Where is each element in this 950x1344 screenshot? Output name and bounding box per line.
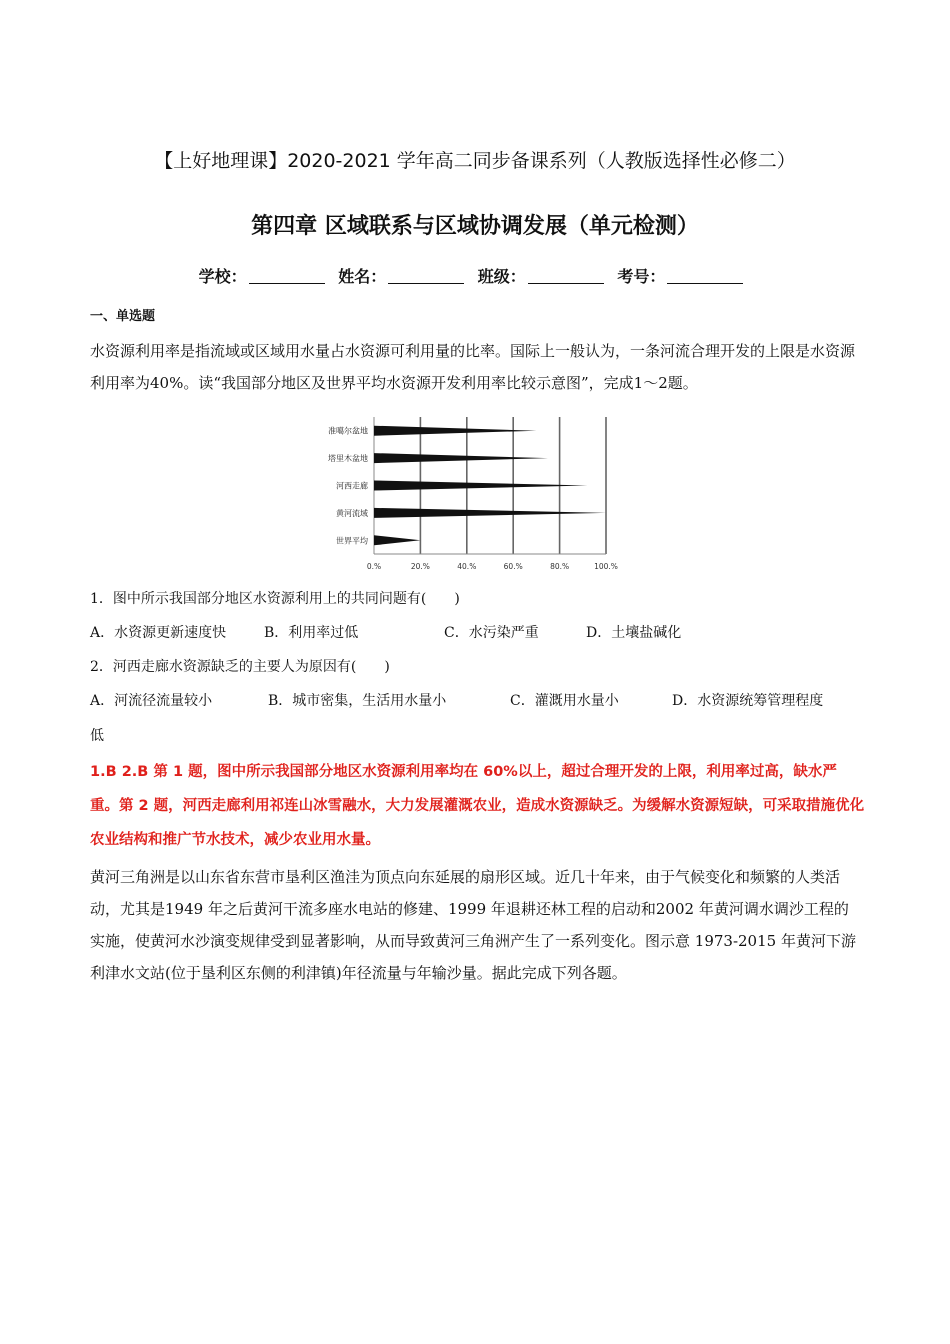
q2-option-a: A．河流径流量较小 [90, 693, 213, 709]
section-heading: 一、单选题 [90, 309, 156, 324]
question-2-stem: 2．河西走廊水资源缺乏的主要人为原因有( ) [90, 659, 390, 675]
category-label: 准噶尔盆地 [328, 426, 368, 436]
school-label: 学校： [198, 267, 247, 286]
bar-5 [374, 535, 420, 545]
student-info-line [0, 264, 950, 287]
answer-explanation: 1.B 2.B 第 1 题，图中所示我国部分地区水资源利用率均在 60%以上，超过合理开发的上限，利用率过高，缺水严重。第 2 题，河西走廊利用祁连山冰雪融水，大力发展灌溉农业，造成水资源缺乏。为缓解水资源短缺，可采取措施优化农业结构和推广节水技术，减少农业用水量。 [90, 764, 865, 848]
q1-option-b: B．利用率过低 [264, 625, 359, 641]
x-tick-label: 60.% [503, 562, 523, 571]
x-tick-label: 0.% [366, 562, 382, 571]
bar-2 [374, 453, 548, 463]
q1-option-d: D．土壤盐碱化 [586, 625, 682, 641]
chart-tick-labels [367, 562, 618, 571]
question-2-continuation: 低 [90, 728, 104, 744]
chart-bars [374, 426, 606, 546]
exam-number-blank [667, 269, 743, 284]
q1-option-c: C．水污染严重 [444, 625, 539, 641]
bar-3 [374, 481, 587, 491]
class-label: 班级： [477, 267, 526, 286]
school-blank [249, 269, 325, 284]
water-utilization-bar-chart [308, 413, 638, 575]
q2-option-d: D．水资源统筹管理程度 [672, 693, 824, 709]
series-title: 【上好地理课】2020-2021 学年高二同步备课系列（人教版选择性必修二） [154, 150, 796, 172]
x-tick-label: 100.% [594, 562, 618, 571]
x-tick-label: 20.% [410, 562, 430, 571]
category-label: 黄河流域 [336, 508, 368, 518]
q2-option-b: B．城市密集，生活用水量小 [268, 693, 447, 709]
category-label: 河西走廊 [336, 481, 368, 491]
exam-number-label: 考号： [617, 267, 666, 286]
question-1-stem: 1．图中所示我国部分地区水资源利用上的共同问题有( ) [90, 591, 460, 607]
q2-option-c: C．灌溉用水量小 [510, 693, 619, 709]
passage-water-utilization: 水资源利用率是指流域或区域用水量占水资源可利用量的比率。国际上一般认为，一条河流合理开发的上限是水资源利用率为40%。读“我国部分地区及世界平均水资源开发利用率比较示意图”，完成1～2题。 [90, 342, 856, 392]
bar-4 [374, 508, 606, 518]
category-label: 塔里木盆地 [328, 454, 368, 464]
chart-category-labels [328, 426, 368, 546]
chapter-title: 第四章 区域联系与区域协调发展（单元检测） [251, 214, 699, 239]
passage-yellow-river-delta: 黄河三角洲是以山东省东营市垦利区渔洼为顶点向东延展的扇形区域。近几十年来，由于气候变化和频繁的人类活动，尤其是1949 年之后黄河干流多座水电站的修建、1999 年退耕还林工程的启动和2002 年黄河调水调沙工程的实施，使黄河水沙演变规律受到显著影响，从而导致黄河三角洲产生了一系列变化。图示意 1973-2015 年黄河下游利津水文站(位于垦利区东侧的利津镇)年径流量与年输沙量。据此完成下列各题。 [90, 868, 856, 982]
bar-1 [374, 426, 536, 436]
class-blank [528, 269, 604, 284]
x-tick-label: 80.% [550, 562, 570, 571]
x-tick-label: 40.% [457, 562, 477, 571]
category-label: 世界平均 [336, 536, 368, 546]
name-label: 姓名： [338, 267, 387, 286]
q1-option-a: A．水资源更新速度快 [90, 625, 227, 641]
name-blank [388, 269, 464, 284]
